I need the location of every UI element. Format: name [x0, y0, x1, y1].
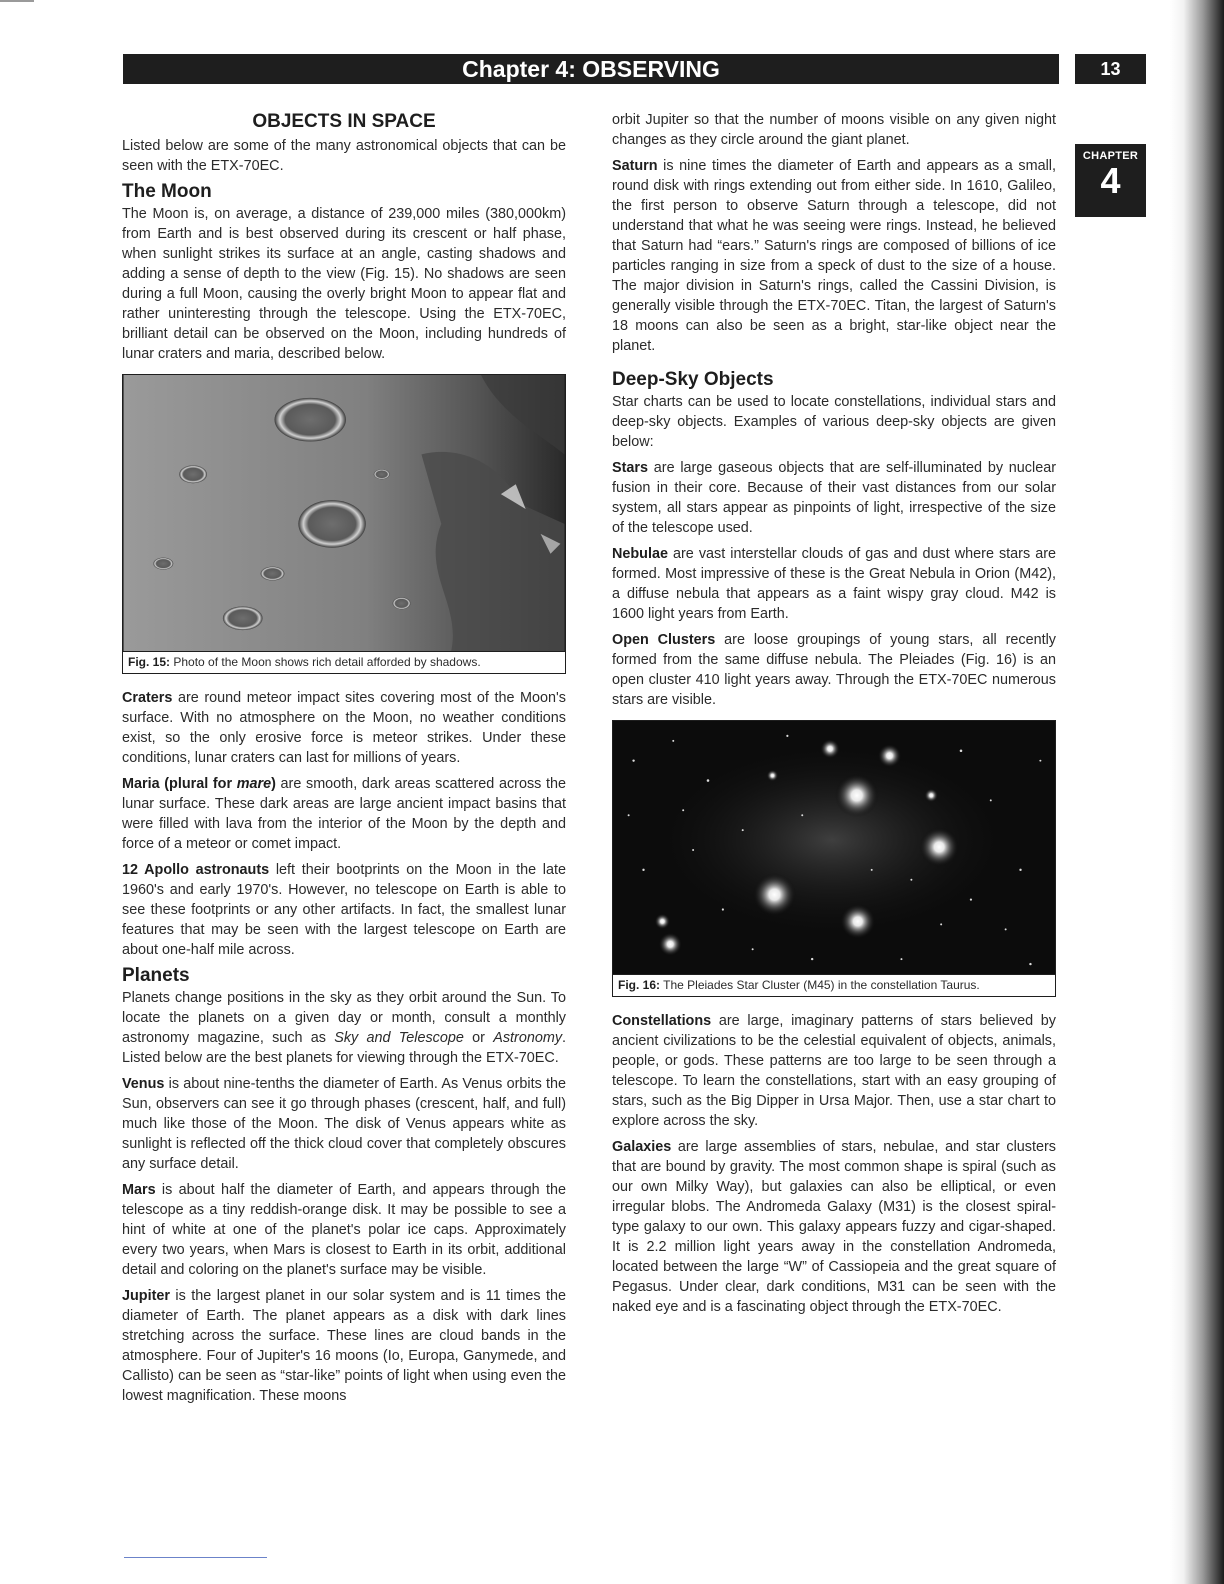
moon-paragraph: The Moon is, on average, a distance of 239,000 miles (380,000km) from Earth and is best observed during its crescent or half phase, when sunlight strikes its surface at an angle, casting shadows and adding a sense of depth to the view (Fig. 15). No shadows are seen during a full Moon, causing the overly bright Moon to appear flat and rather uninteresting through the telescope. Using the ETX-70EC, brilliant detail can be observed on the Moon, including hundreds of lunar craters and maria, described below. [122, 206, 566, 362]
fig15-label: Fig. 15: [128, 655, 171, 669]
stars-paragraph [612, 458, 1056, 538]
clusters-term: Open Clusters [612, 632, 716, 648]
fig15-text: Photo of the Moon shows rich detail afforded by shadows. [173, 655, 481, 669]
mars-text: is about half the diameter of Earth, and appears through the telescope as a tiny reddish-orange disk. It may be possible to see a hint of white at one of the planet's polar ice caps. Approximately every two years, when Mars is closest to Earth in its orbit, additional detail and coloring on the planet's surface may be visible. [122, 1182, 566, 1278]
fig16-caption [612, 975, 1056, 997]
venus-term: Venus [122, 1076, 165, 1092]
footer-rule [124, 1557, 267, 1558]
planets-text-3: . Listed below are the best planets for viewing through the ETX-70EC. [122, 1030, 567, 1066]
constellations-paragraph [612, 1011, 1056, 1131]
saturn-text: is nine times the diameter of Earth and appears as a small, round disk with rings extending out from either side. In 1610, Galileo, the first person to observe Saturn through a telescope, did not understand that what he was seeing were rings. Instead, he believed that Saturn had “ears.” Saturn's rings are composed of billions of ice particles ranging in size from a speck of dust to the size of a house. The major division in Saturn's rings, called the Cassini Division, is generally visible through the ETX-70EC. Titan, the largest of Saturn's 18 moons can also be seen as a bright, star-like object near the planet. [612, 158, 1056, 354]
craters-term: Craters [122, 690, 173, 706]
apollo-text: left their bootprints on the Moon in the late 1960's and early 1970's. However, no telescope on Earth is able to see these footprints or any other artifacts. In fact, the smallest lunar features that may be seen with the largest telescope on Earth are about one-half mile across. [122, 862, 566, 958]
planets-text-1: Planets change positions in the sky as they orbit around the Sun. To locate the planets on a given day or month, consult a monthly astronomy magazine, such as [122, 990, 566, 1046]
saturn-term: Saturn [612, 158, 658, 174]
constellations-text: are large, imaginary patterns of stars believed by ancient civilizations to be the celestial equivalent of objects, animals, people, or gods. These patterns are too large to be seen through a telescope. To learn the constellations, start with an easy grouping of stars, such as the Big Dipper in Ursa Major. Then, use a star chart to explore across the sky. [612, 1013, 1056, 1129]
maria-term-italic: mare [236, 776, 272, 792]
chapter-tab [1075, 144, 1146, 217]
right-column [612, 110, 1056, 1323]
planets-text-2: or [463, 1030, 494, 1046]
deepsky-paragraph: Star charts can be used to locate constellations, individual stars and deep-sky objects. Examples of various deep-sky objects are given below: [612, 394, 1056, 450]
venus-paragraph [122, 1074, 566, 1174]
jupiter-term: Jupiter [122, 1288, 170, 1304]
maria-text: are smooth, dark areas scattered across the lunar surface. These dark areas are large ancient impact basins that were filled with lava from the interior of the Moon by the depth and force of a meteor or comet impact. [122, 776, 566, 852]
fig15-caption [122, 652, 566, 674]
maria-paragraph [122, 774, 566, 854]
jupiter-text: is the largest planet in our solar system and is 11 times the diameter of Earth. The planet appears as a disk with dark lines stretching across the surface. These lines are cloud bands in the atmosphere. Four of Jupiter's 16 moons (Io, Europa, Ganymede, and Callisto) can be seen as “star-like” points of light when using even the lowest magnification. These moons [122, 1288, 566, 1404]
galaxies-term: Galaxies [612, 1139, 672, 1155]
chapter-header: Chapter 4: OBSERVING [123, 54, 1059, 84]
venus-text: is about nine-tenths the diameter of Earth. As Venus orbits the Sun, observers can see it go through phases (crescent, half, and full) much like those of the Moon. The disk of Venus appears white as sunlight is reflected off the thick cloud cover that completely obscures any surface detail. [122, 1076, 566, 1172]
chapter-tab-label: CHAPTER [1082, 150, 1139, 162]
pleiades-photo [612, 720, 1056, 975]
clusters-text: are loose groupings of young stars, all recently formed from the same diffuse nebula. The Pleiades (Fig. 16) is an open cluster 410 light years away. Through the ETX-70EC numerous stars are visible. [612, 632, 1056, 708]
stars-text: are large gaseous objects that are self-illuminated by nuclear fusion in their core. Because of their vast distances from our solar system, all stars appear as pinpoints of light, irrespective of the size of the telescope used. [612, 460, 1056, 536]
clusters-paragraph [612, 630, 1056, 710]
planets-magazine-1: Sky and Telescope [334, 1030, 464, 1046]
saturn-paragraph [612, 156, 1056, 356]
planets-magazine-2: Astronomy [493, 1030, 563, 1046]
galaxies-paragraph [612, 1137, 1056, 1317]
section-title: OBJECTS IN SPACE [252, 111, 436, 132]
stars-term: Stars [612, 460, 648, 476]
moon-photo [122, 374, 566, 652]
mars-term: Mars [122, 1182, 156, 1198]
deepsky-heading: Deep-Sky Objects [612, 369, 774, 390]
nebulae-text: are vast interstellar clouds of gas and dust where stars are formed. Most impressive of these is the Great Nebula in Orion (M42), a diffuse nebula that appears as a faint wispy gray cloud. M42 is 1600 light years from Earth. [612, 546, 1056, 622]
page-edge-shadow [1170, 0, 1224, 1584]
nebulae-paragraph [612, 544, 1056, 624]
craters-text: are round meteor impact sites covering most of the Moon's surface. With no atmosphere on the Moon, no weather conditions exist, so the only erosive force is meteor strikes. Under these conditions, lunar craters can last for millions of years. [122, 690, 566, 766]
fig16-label: Fig. 16: [618, 978, 661, 992]
apollo-term: 12 Apollo astronauts [122, 862, 270, 878]
maria-term-start: Maria (plural for [122, 776, 237, 792]
galaxies-text: are large assemblies of stars, nebulae, and star clusters that are bound by gravity. The most common shape is spiral (such as our own Milky Way), but galaxies can also be elliptical, or even irregular blobs. The Andromeda Galaxy (M31) is the closest spiral-type galaxy to our own. This galaxy appears fuzzy and cigar-shaped. It is 2.2 million light years away in the constellation Andromeda, located between the large “W” of Cassiopeia and the great square of Pegasus. Under clear, dark conditions, M31 can be seen with the naked eye and is a fascinating object through the ETX-70EC. [612, 1139, 1056, 1315]
craters-paragraph [122, 688, 566, 768]
fig16-text: The Pleiades Star Cluster (M45) in the constellation Taurus. [663, 978, 980, 992]
jupiter-paragraph [122, 1286, 566, 1406]
left-column [122, 110, 566, 1412]
chapter-tab-number: 4 [1100, 160, 1121, 201]
scan-edge-mark [0, 0, 34, 2]
planets-heading: Planets [122, 965, 190, 986]
planets-paragraph [122, 988, 566, 1068]
nebulae-term: Nebulae [612, 546, 668, 562]
mars-paragraph [122, 1180, 566, 1280]
intro-paragraph: Listed below are some of the many astronomical objects that can be seen with the ETX-70EC. [122, 138, 566, 174]
page-number: 13 [1075, 54, 1146, 84]
maria-term-end: ) [271, 776, 276, 792]
jupiter-continued: orbit Jupiter so that the number of moons visible on any given night changes as they circle around the giant planet. [612, 112, 1056, 148]
maria-term [122, 776, 276, 792]
moon-heading: The Moon [122, 181, 212, 202]
apollo-paragraph [122, 860, 566, 960]
constellations-term: Constellations [612, 1013, 712, 1029]
